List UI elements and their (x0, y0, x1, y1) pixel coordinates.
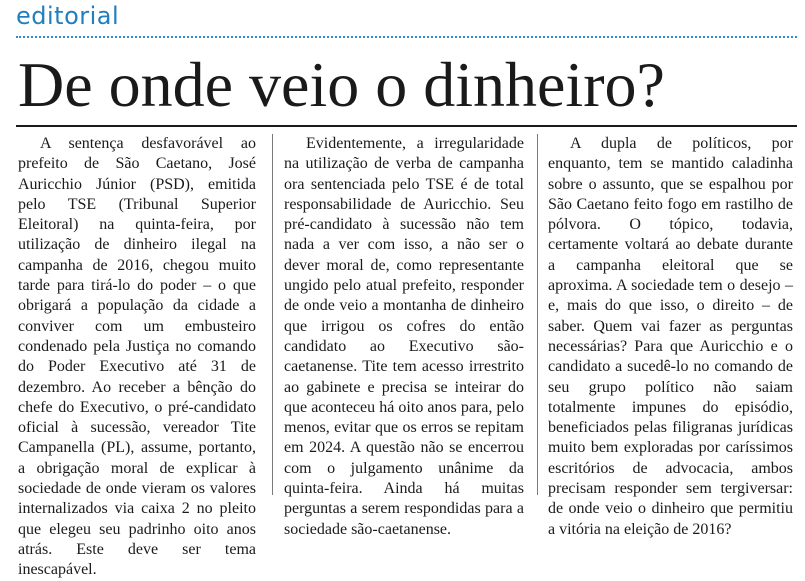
article-body (18, 134, 797, 579)
paragraph-3: A dupla de políticos, por enquanto, tem se mantido caladinha sobre o assunto, que se espalhou por São Caetano feito fogo em rastilho de pólvora. O tópico, todavia, certamente voltará ao debate durante a campanha eleitoral que se aproxima. A sociedade tem o desejo – e, mais do que isso, o direito – de saber. Quem vai fazer as perguntas necessárias? Para que Auricchio e o candidato a sucedê-lo no comando de seu grupo político não saiam totalmente impunes do episódio, beneficiados pelas filigranas jurídicas muito bem exploradas por caríssimos escritórios de advocacia, ambos precisam responder sem tergiversar: de onde veio o dinheiro que permitiu a vitória na eleição de 2016? (548, 135, 793, 538)
paragraph-1: A sentença desfavorável ao prefeito de São Caetano, José Auricchio Júnior (PSD), emitida pelo TSE (Tribunal Superior Eleitoral) na quinta-feira, por utilização de dinheiro ilegal na campanha de 2016, chegou muito tarde para tirá-lo do poder – o que obrigará a população da cidade a conviver com um embusteiro condenado pela Justiça no comando do Poder Executivo até 31 de dezembro. Ao receber a bênção do chefe do Executivo, o pré-candidato oficial à sucessão, vereador Tite Campanella (PL), assume, portanto, a obrigação moral de explicar à sociedade de onde vieram os valores internalizados via caixa 2 no pleito que elegeu seu padrinho oito anos atrás. Este deve ser tema inescapável. (18, 135, 256, 579)
column-separator (272, 134, 273, 495)
article-column-2 (284, 134, 524, 538)
article-column-1 (18, 134, 256, 579)
article-column-3 (548, 134, 793, 538)
dotted-divider (16, 36, 797, 38)
paragraph-2: Evidentemente, a irregularidade na utilização de verba de campanha ora sentenciada pelo TSE é de total responsabilidade de Auricchio. Seu pré-candidato à sucessão não tem nada a ver com isso, a não ser o dever moral de, como representante ungido pelo atual prefeito, responder de onde veio a montanha de dinheiro que irrigou os cofres do então candidato ao Executivo são-caetanense. Tite tem acesso irrestrito ao gabinete e precisa se inteirar do que aconteceu há oito anos para, pelo menos, evitar que os erros se repitam em 2024. A questão não se encerrou com o julgamento unânime da quinta-feira. Ainda há muitas perguntas a serem respondidas para a sociedade são-caetanense. (284, 135, 524, 538)
headline: De onde veio o dinheiro? (18, 49, 665, 120)
section-label: editorial (16, 2, 120, 30)
headline-divider (16, 125, 797, 127)
column-separator (537, 134, 538, 495)
